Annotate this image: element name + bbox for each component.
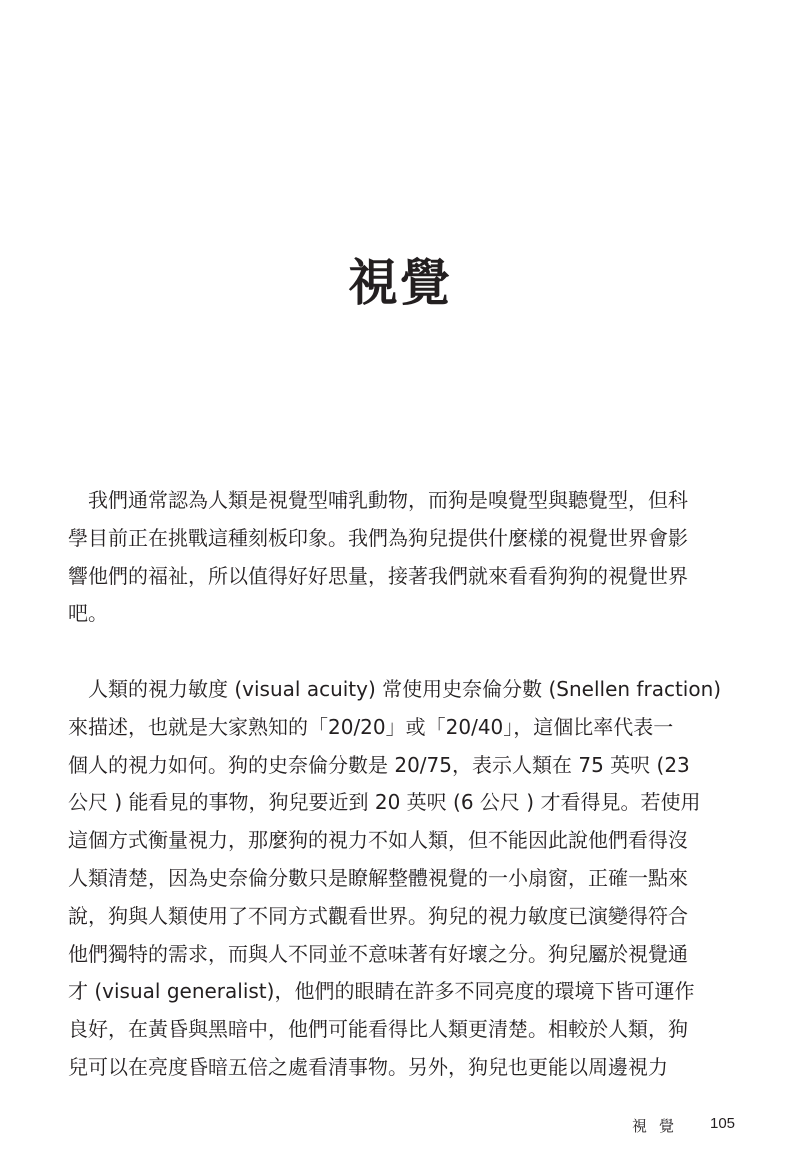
text-line: 來描述，也就是大家熟知的「20/20」或「20/40」，這個比率代表一 <box>68 714 674 739</box>
text-line: 這個方式衡量視力，那麼狗的視力不如人類，但不能因此說他們看得沒 <box>68 828 688 853</box>
paragraph <box>68 671 740 1087</box>
chapter-title: 視覺 <box>348 253 452 312</box>
running-title: 視覺 <box>632 1117 687 1135</box>
text-line: 人類清楚，因為史奈倫分數只是瞭解整體視覺的一小扇窗，正確一點來 <box>68 865 688 890</box>
text-line: 我們通常認為人類是視覺型哺乳動物，而狗是嗅覺型與聽覺型，但科 <box>88 488 688 512</box>
text-line: 兒可以在亮度昏暗五倍之處看清事物。另外，狗兒也更能以周邊視力 <box>68 1054 668 1079</box>
text-line: 他們獨特的需求，而與人不同並不意味著有好壞之分。狗兒屬於視覺通 <box>68 941 688 966</box>
text-line: 個人的視力如何。狗的史奈倫分數是 20/75，表示人類在 75 英呎 (23 <box>68 752 690 777</box>
paragraph <box>68 482 740 633</box>
body-text <box>68 482 740 1087</box>
text-line: 良好，在黃昏與黑暗中，他們可能看得比人類更清楚。相較於人類，狗 <box>68 1017 688 1042</box>
text-line: 人類的視力敏度 (visual acuity) 常使用史奈倫分數 (Snellen fraction) <box>88 676 722 701</box>
text-line: 吧。 <box>68 601 108 626</box>
text-line: 才 (visual generalist)，他們的眼睛在許多不同亮度的環境下皆可運作 <box>68 979 695 1004</box>
text-line: 公尺 ) 能看見的事物，狗兒要近到 20 英呎 (6 公尺 ) 才看得見。若使用 <box>68 790 701 815</box>
text-line: 學目前正在挑戰這種刻板印象。我們為狗兒提供什麼樣的視覺世界會影 <box>68 525 688 550</box>
text-line: 說，狗與人類使用了不同方式觀看世界。狗兒的視力敏度已演變得符合 <box>68 903 688 928</box>
page-number: 105 <box>710 1115 736 1132</box>
text-line: 響他們的福祉，所以值得好好思量，接著我們就來看看狗狗的視覺世界 <box>68 563 688 588</box>
